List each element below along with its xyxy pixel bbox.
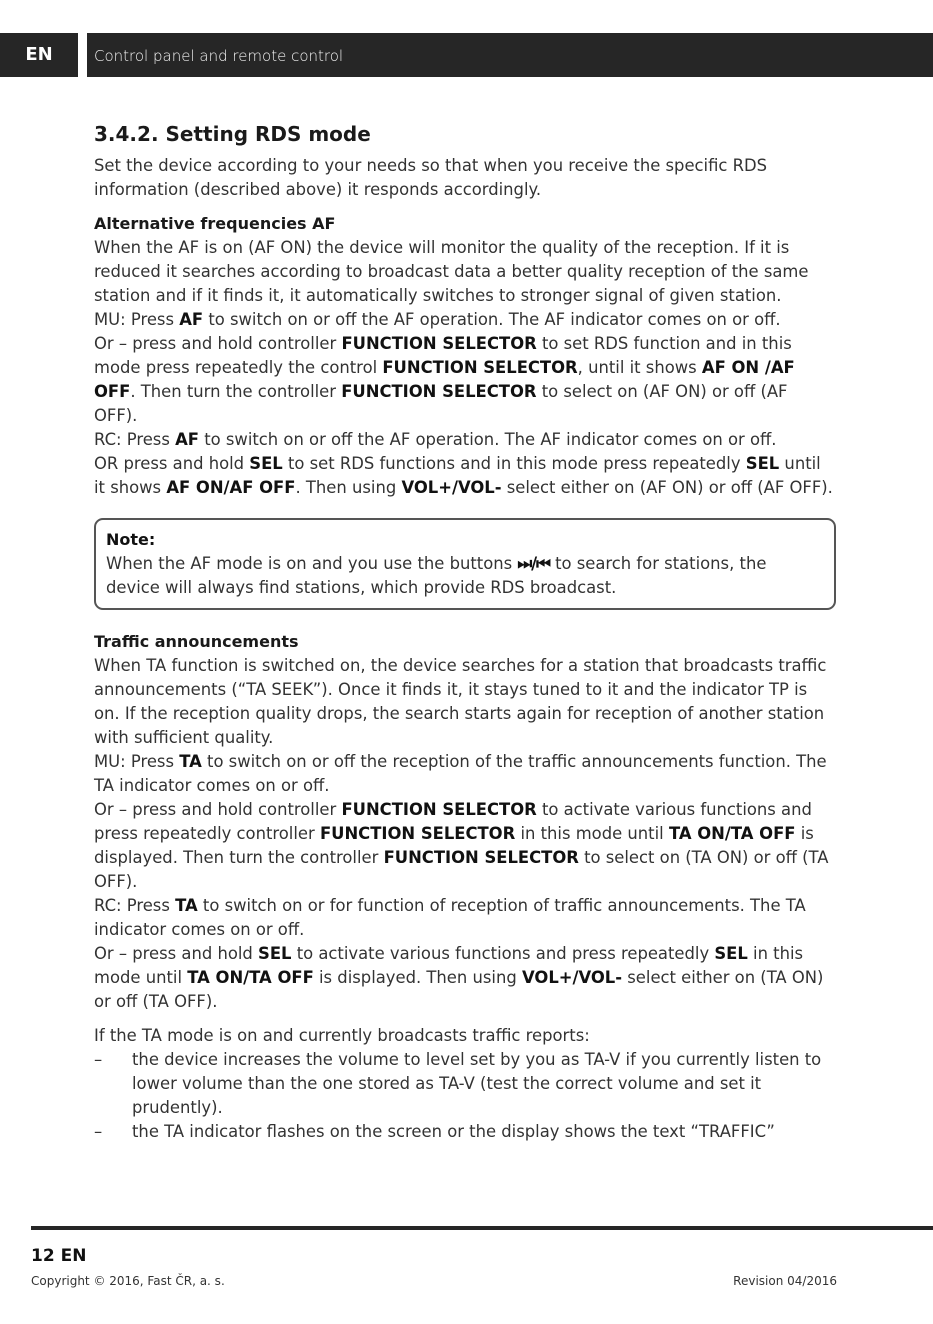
af-heading: Alternative frequencies AF	[94, 214, 336, 233]
header-divider	[78, 33, 87, 77]
list-item: – the TA indicator flashes on the screen or the display shows the text “TRAFFIC”	[94, 1122, 775, 1141]
footer-divider	[31, 1226, 933, 1230]
af-rc-instruction: RC: Press AF to switch on or off the AF operation. The AF indicator comes on or off.	[94, 430, 777, 449]
main-content	[94, 122, 836, 1144]
af-mu-instruction: MU: Press AF to switch on or off the AF operation. The AF indicator comes on or off.	[94, 310, 781, 329]
header-title: Control panel and remote control	[94, 47, 344, 65]
af-or-instruction: Or – press and hold controller FUNCTION SELECTOR to set RDS function and in this mode press repeatedly the control FUNCTION SELECTOR, until it shows AF ON /AF OFF. Then turn the controller FUNCTION SELECTOR to select on (AF ON) or off (AF OFF).	[94, 334, 795, 425]
section-heading: 3.4.2. Setting RDS mode	[94, 122, 371, 146]
note-text: When the AF mode is on and you use the buttons ⏭/⏮ to search for stations, the device will always find stations, which provide RDS broadcast.	[106, 554, 767, 597]
revision: Revision 04/2016	[733, 1274, 837, 1288]
section-intro: Set the device according to your needs so that when you receive the specific RDS information (described above) it responds accordingly.	[94, 156, 768, 199]
ta-list	[94, 1048, 836, 1144]
ta-or2-instruction: Or – press and hold SEL to activate various functions and press repeatedly SEL in this mode until TA ON/TA OFF is displayed. Then using VOL+/VOL- select either on (TA ON) or off (TA OFF).	[94, 944, 824, 1011]
ta-mu-instruction: MU: Press TA to switch on or off the reception of the traffic announcements function. The TA indicator comes on or off.	[94, 752, 827, 795]
ta-heading: Traffic announcements	[94, 632, 299, 651]
ta-description: When TA function is switched on, the device searches for a station that broadcasts traffic announcements (“TA SEEK”). Once it finds it, it stays tuned to it and the indicator TP is on. If the reception quality drops, the search starts again for reception of another station with sufficient quality.	[94, 656, 827, 747]
page-header	[0, 33, 933, 77]
language-tab: EN	[25, 44, 53, 65]
ta-list-intro: If the TA mode is on and currently broadcasts traffic reports:	[94, 1026, 590, 1045]
ta-or-instruction: Or – press and hold controller FUNCTION SELECTOR to activate various functions and press repeatedly controller FUNCTION SELECTOR in this mode until TA ON/TA OFF is displayed. Then turn the controller FUNCTION SELECTOR to select on (TA ON) or off (TA OFF).	[94, 800, 829, 891]
skip-buttons-icon: ⏭/⏮	[517, 554, 550, 573]
copyright: Copyright © 2016, Fast ČR, a. s.	[31, 1274, 225, 1288]
af-or2-instruction: OR press and hold SEL to set RDS functions and in this mode press repeatedly SEL until it shows AF ON/AF OFF. Then using VOL+/VOL- select either on (AF ON) or off (AF OFF).	[94, 454, 833, 497]
page-number: 12 EN	[31, 1246, 87, 1266]
af-description: When the AF is on (AF ON) the device will monitor the quality of the reception. If it is reduced it searches according to broadcast data a better quality reception of the same station and if it finds it, it automatically switches to stronger signal of given station.	[94, 238, 809, 305]
note-title: Note:	[106, 530, 156, 549]
list-item: – the device increases the volume to level set by you as TA-V if you currently listen to lower volume than the one stored as TA-V (test the correct volume and set it prudently).	[94, 1050, 822, 1117]
ta-rc-instruction: RC: Press TA to switch on or for function of reception of traffic announcements. The TA indicator comes on or off.	[94, 896, 806, 939]
note-box	[94, 518, 836, 610]
